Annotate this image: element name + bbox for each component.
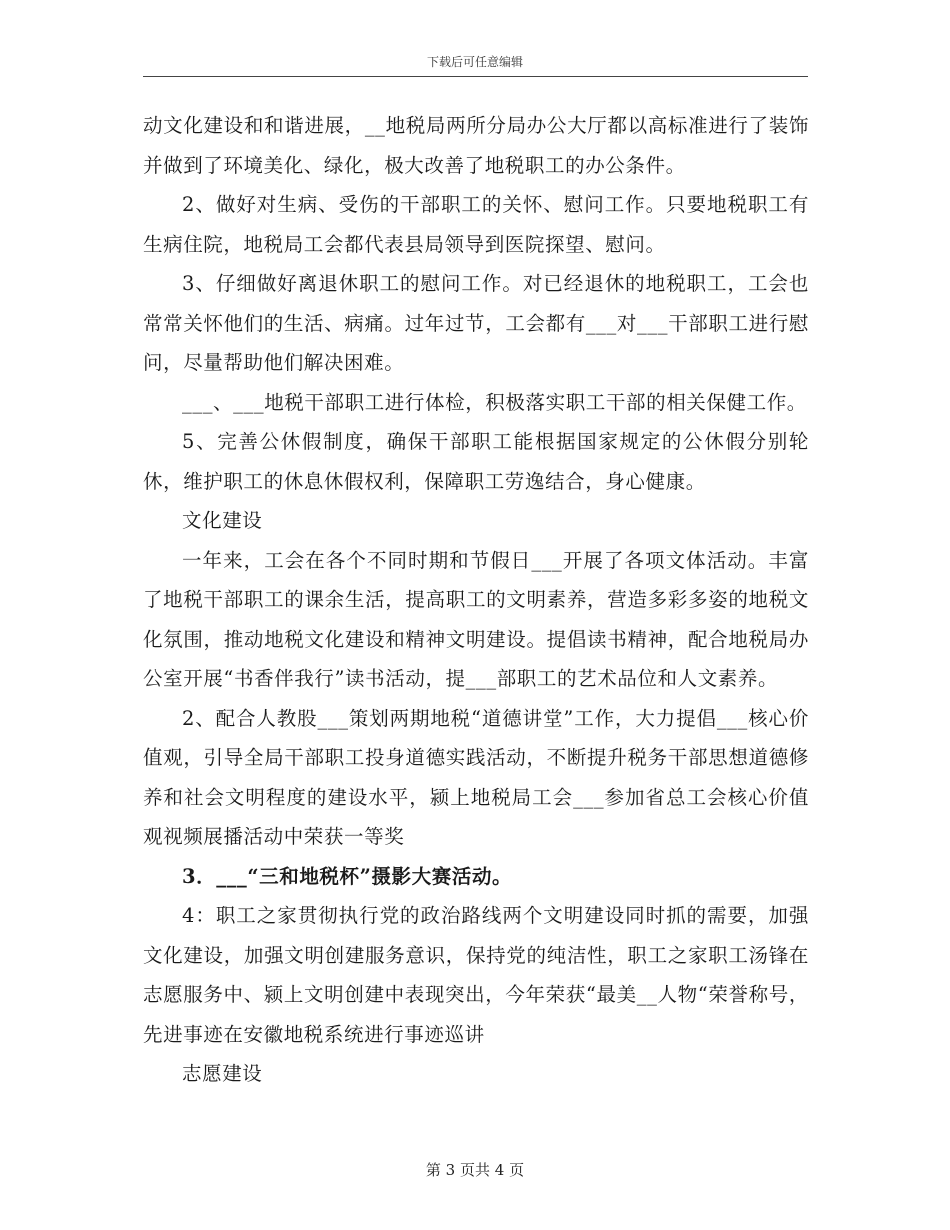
paragraph: 2、配合人教股___策划两期地税“道德讲堂”工作，大力提倡___核心价值观，引导全局干部职工投身道德实践活动，不断提升税务干部思想道德修养和社会文明程度的建设水平，颍上地税局工会___参加省总工会核心价值观视频展播活动中荣获一等奖 [143,706,809,848]
page-header: 下载后可任意编辑 [426,55,523,69]
paragraph: 4：职工之家贯彻执行党的政治路线两个文明建设同时抓的需要，加强文化建设，加强文明创建服务意识，保持党的纯洁性，职工之家职工汤锋在志愿服务中、颍上文明创建中表现突出，今年荣获“最美__人物“荣誉称号，先进事迹在安徽地税系统进行事迹巡讲 [143,904,809,1046]
page-footer: 第 3 页共 4 页 [425,1161,525,1179]
document-body [143,106,809,1094]
paragraph: 5、完善公休假制度，确保干部职工能根据国家规定的公休假分别轮休，维护职工的休息休假权利，保障职工劳逸结合，身心健康。 [143,430,809,493]
section-heading: 志愿建设 [182,1062,263,1085]
paragraph: 2、做好对生病、受伤的干部职工的关怀、慰问工作。只要地税职工有生病住院，地税局工会都代表县局领导到医院探望、慰问。 [143,193,809,256]
section-heading: 文化建设 [182,509,263,532]
paragraph: 一年来，工会在各个不同时期和节假日___开展了各项文体活动。丰富了地税干部职工的课余生活，提高职工的文明素养，营造多彩多姿的地税文化氛围，推动地税文化建设和精神文明建设。提倡读书精神，配合地税局办公室开展“书香伴我行”读书活动，提___部职工的艺术品位和人文素养。 [143,548,809,690]
paragraph: 动文化建设和和谐进展，__地税局两所分局办公大厅都以高标准进行了装饰并做到了环境美化、绿化，极大改善了地税职工的办公条件。 [143,114,809,177]
paragraph: ___、___地税干部职工进行体检，积极落实职工干部的相关保健工作。 [182,390,807,414]
paragraph: 3．___“三和地税杯”摄影大赛活动。 [182,864,513,888]
header-divider [143,76,808,77]
paragraph: 3、仔细做好离退休职工的慰问工作。对已经退休的地税职工，工会也常常关怀他们的生活、病痛。过年过节，工会都有___对___干部职工进行慰问，尽量帮助他们解决困难。 [143,272,809,374]
